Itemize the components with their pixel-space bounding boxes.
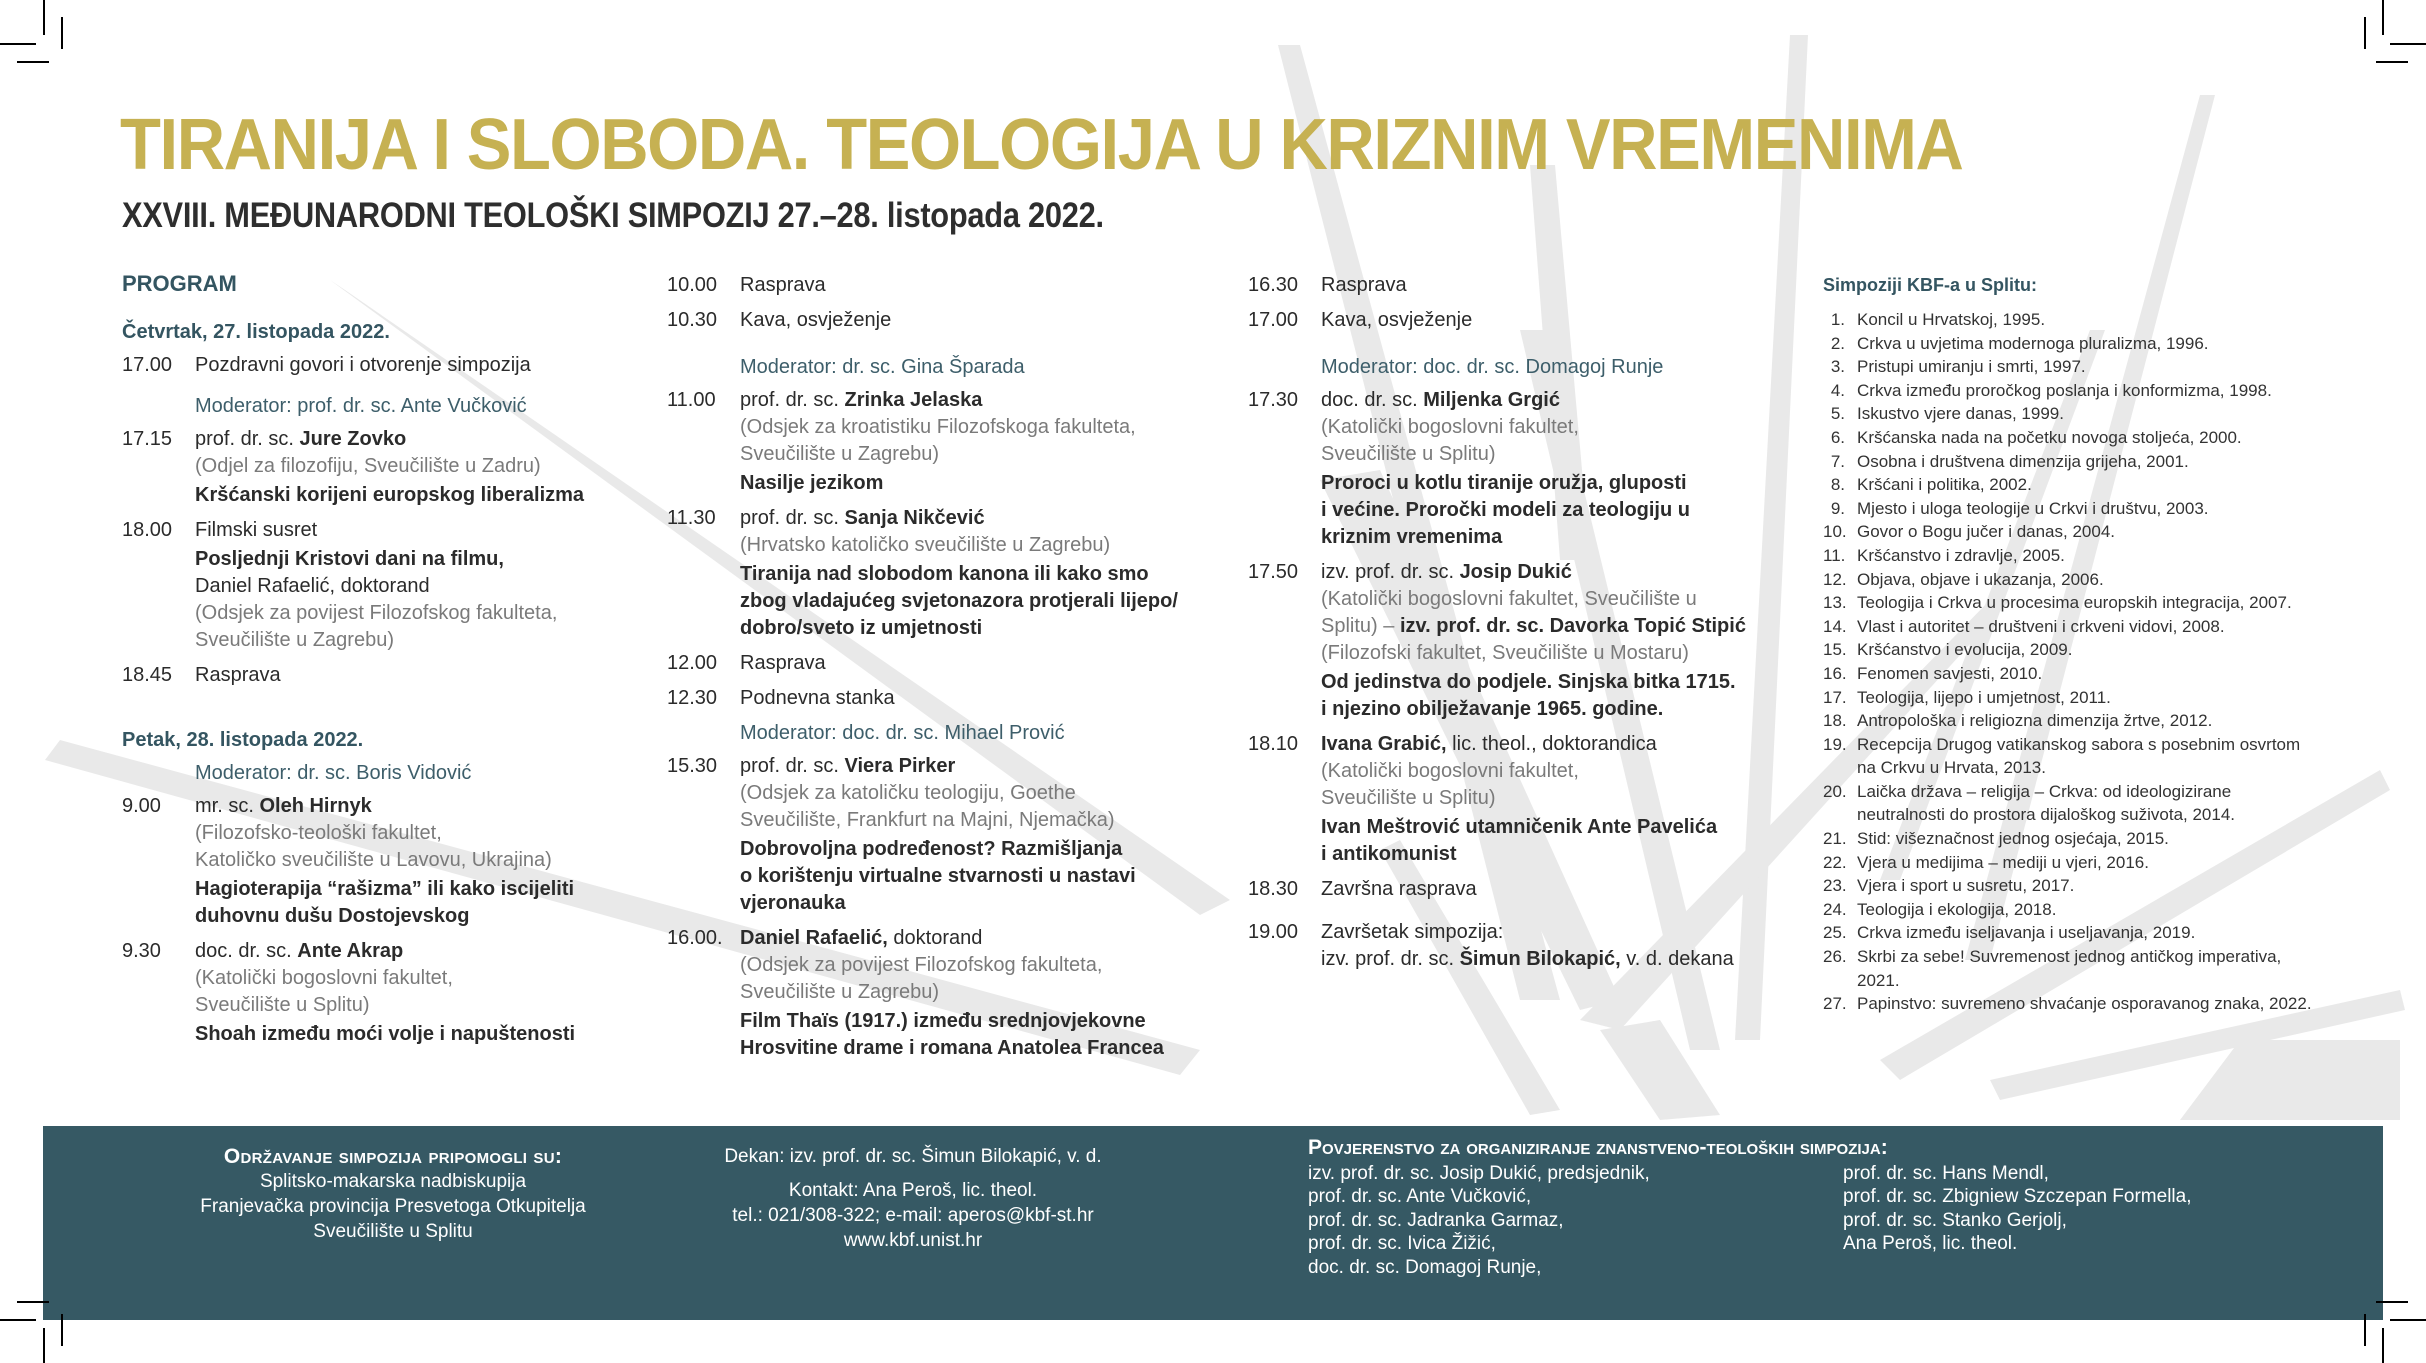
speaker-name: Ante Akrap: [297, 940, 404, 962]
speaker-affiliation: Sveučilište u Zagrebu): [740, 981, 939, 1003]
speaker-name: Daniel Rafaelić, doktorand: [195, 575, 430, 597]
page-title: TIRANIJA I SLOBODA. TEOLOGIJA U KRIZNIM VREMENIMA: [120, 105, 1963, 185]
speaker-name: Daniel Rafaelić,: [740, 927, 888, 949]
past-symposium-item: [1823, 568, 2323, 592]
speaker-name: Ivana Grabić,: [1321, 733, 1447, 755]
entry-time: 17.00: [1248, 309, 1299, 331]
crop-mark: [43, 1328, 45, 1363]
program-entry: [1248, 731, 1788, 868]
item-number: 18.: [1823, 711, 1847, 731]
entry-time: 12.00: [667, 652, 718, 674]
item-number: 16.: [1823, 663, 1847, 683]
day-heading-friday: Petak, 28. listopada 2022.: [122, 729, 364, 751]
committee-member: prof. dr. sc. Jadranka Garmaz,: [1308, 1209, 1564, 1231]
sponsors-block: [133, 1144, 653, 1244]
past-symposium-item: [1823, 450, 2323, 474]
past-symposium-item: [1823, 780, 2323, 827]
item-title: Kršćanstvo i zdravlje, 2005.: [1857, 545, 2065, 565]
speaker-name: izv. prof. dr. sc. Davorka Topić Stipić: [1399, 615, 1746, 637]
program-entry: [667, 685, 1207, 712]
speaker-title: prof. dr. sc.: [740, 755, 845, 777]
item-title: Kršćanstvo i evolucija, 2009.: [1857, 640, 2073, 660]
crop-mark: [17, 1301, 49, 1303]
item-title: Vjera i sport u susretu, 2017.: [1857, 876, 2075, 896]
program-entry: [667, 925, 1207, 1062]
entry-text: Završetak simpozija:: [1321, 921, 1504, 943]
speaker-title: doc. dr. sc.: [1321, 389, 1424, 411]
item-title: Govor o Bogu jučer i danas, 2004.: [1857, 522, 2115, 542]
past-symposium-item: [1823, 402, 2323, 426]
talk-title: Shoah između moći volje i napuštenosti: [195, 1023, 576, 1045]
speaker-affiliation: Sveučilište u Splitu): [1321, 443, 1496, 465]
speaker-affiliation: Splitu) –: [1321, 615, 1400, 637]
item-title: Papinstvo: suvremeno shvaćanje osporavanog znaka, 2022.: [1857, 994, 2312, 1014]
speaker-name: Miljenka Grgić: [1423, 389, 1560, 411]
website-link[interactable]: www.kbf.unist.hr: [843, 1230, 983, 1251]
entry-time: 16.00.: [667, 927, 723, 949]
item-title: Pristupi umiranju i smrti, 1997.: [1857, 357, 2086, 377]
talk-title: Dobrovoljna podređenost? Razmišljanja: [740, 838, 1123, 860]
sponsor-item: Franjevačka provincija Presvetoga Otkupitelja: [200, 1196, 586, 1217]
past-symposium-item: [1823, 851, 2323, 875]
item-number: 8.: [1830, 475, 1845, 495]
speaker-title: prof. dr. sc.: [740, 507, 845, 529]
item-number: 15.: [1823, 640, 1847, 660]
crop-mark: [43, 0, 45, 35]
item-title: Teologija i Crkva u procesima europskih integracija, 2007.: [1857, 593, 2292, 613]
item-title: Vjera u medijima – mediji u vjeri, 2016.: [1857, 852, 2149, 872]
item-number: 1.: [1830, 310, 1845, 329]
past-symposium-item: [1823, 308, 2323, 332]
committee-heading: Povjerenstvo za organiziranje znanstveno-teoloških simpozija:: [1308, 1136, 1888, 1159]
item-number: 26.: [1823, 947, 1847, 967]
contact-phone-email[interactable]: tel.: 021/308-322; e-mail: aperos@kbf-st.hr: [732, 1205, 1094, 1226]
talk-title: Hagioterapija “rašizma” ili kako iscijeliti: [195, 878, 575, 900]
program-entry: [122, 426, 642, 509]
entry-text: Završna rasprava: [1321, 878, 1477, 900]
speaker-affiliation: (Hrvatsko katoličko sveučilište u Zagrebu): [740, 534, 1111, 556]
speaker-name: Oleh Hirnyk: [259, 795, 372, 817]
program-entry: [667, 505, 1207, 642]
past-symposium-item: [1823, 921, 2323, 945]
item-number: 7.: [1830, 451, 1845, 471]
talk-title: Kršćanski korijeni europskog liberalizma: [195, 484, 585, 506]
day-heading-thursday: Četvrtak, 27. listopada 2022.: [122, 321, 390, 343]
moderator-label: Moderator: doc. dr. sc. Mihael Prović: [740, 722, 1065, 744]
item-number: 20.: [1823, 781, 1847, 801]
crop-mark: [0, 43, 36, 45]
crop-mark: [2376, 61, 2408, 63]
entry-time: 10.00: [667, 274, 718, 296]
item-number: 5.: [1830, 404, 1845, 424]
item-number: 22.: [1823, 852, 1847, 872]
past-symposium-item: [1823, 709, 2323, 733]
speaker-name: Zrinka Jelaska: [844, 389, 983, 411]
entry-text: Rasprava: [740, 274, 826, 296]
talk-title: i većine. Proročki modeli za teologiju u: [1321, 499, 1690, 521]
past-symposium-item: [1823, 874, 2323, 898]
item-number: 19.: [1823, 734, 1847, 754]
past-symposia-list: [1823, 272, 2323, 1016]
talk-title: zbog vladajućeg svjetonazora protjerali lijepo/: [740, 590, 1178, 612]
program-column-2: [667, 272, 1207, 1070]
entry-time: 19.00: [1248, 921, 1299, 943]
speaker-title: lic. theol., doktorandica: [1446, 733, 1657, 755]
item-number: 11.: [1823, 545, 1846, 565]
crop-mark: [2390, 1319, 2426, 1321]
talk-title: Posljednji Kristovi dani na filmu,: [195, 548, 504, 570]
entry-time: 18.10: [1248, 733, 1299, 755]
entry-time: 17.15: [122, 428, 173, 450]
entry-time: 11.00: [667, 389, 716, 411]
talk-title: Proroci u kotlu tiranije oružja, gluposti: [1321, 472, 1687, 494]
contact-person: Kontakt: Ana Peroš, lic. theol.: [788, 1180, 1038, 1201]
item-title: Kršćanska nada na početku novoga stoljeća, 2000.: [1857, 427, 2242, 447]
past-symposium-item: [1823, 827, 2323, 851]
program-entry: [667, 650, 1207, 677]
speaker-affiliation: Sveučilište, Frankfurt na Majni, Njemačka): [740, 809, 1115, 831]
entry-time: 17.30: [1248, 389, 1299, 411]
entry-time: 15.30: [667, 755, 718, 777]
sponsor-item: Sveučilište u Splitu: [313, 1221, 473, 1242]
committee-column-1: [1308, 1162, 1843, 1280]
item-title: Recepcija Drugog vatikanskog sabora s posebnim osvrtom na Crkvu u Hrvata, 2013.: [1857, 734, 2301, 778]
program-entry: [1248, 919, 1788, 973]
item-number: 21.: [1823, 829, 1847, 849]
item-number: 12.: [1823, 569, 1847, 589]
item-title: Antropološka i religiozna dimenzija žrtve, 2012.: [1857, 711, 2213, 731]
speaker-affiliation: Sveučilište u Splitu): [195, 994, 370, 1016]
talk-title: o korištenju virtualne stvarnosti u nastavi: [740, 865, 1136, 887]
item-title: Iskustvo vjere danas, 1999.: [1857, 404, 2064, 424]
entry-text: Podnevna stanka: [740, 687, 895, 709]
item-title: Crkva između iseljavanja i useljavanja, 2019.: [1857, 923, 2196, 943]
program-entry: [1248, 559, 1788, 723]
speaker-affiliation: (Odsjek za kroatistiku Filozofskoga fakulteta,: [740, 416, 1136, 438]
speaker-title: doktorand: [887, 927, 983, 949]
past-symposium-item: [1823, 473, 2323, 497]
program-entry: [667, 753, 1207, 917]
item-number: 14.: [1823, 616, 1847, 636]
item-number: 24.: [1823, 899, 1847, 919]
item-number: 10.: [1823, 522, 1847, 542]
speaker-affiliation: (Odsjek za katoličku teologiju, Goethe: [740, 782, 1076, 804]
past-symposium-item: [1823, 355, 2323, 379]
committee-member: izv. prof. dr. sc. Josip Dukić, predsjednik,: [1308, 1162, 1650, 1184]
speaker-affiliation: (Katolički bogoslovni fakultet,: [195, 967, 453, 989]
talk-title: i njezino obilježavanje 1965. godine.: [1321, 698, 1664, 720]
past-symposium-item: [1823, 332, 2323, 356]
speaker-role: v. d. dekana: [1620, 948, 1734, 970]
item-title: Koncil u Hrvatskoj, 1995.: [1857, 310, 2046, 329]
item-number: 13.: [1823, 593, 1847, 613]
item-number: 9.: [1830, 498, 1845, 518]
past-symposium-item: [1823, 945, 2323, 992]
item-title: Fenomen savjesti, 2010.: [1857, 663, 2043, 683]
moderator-label: Moderator: doc. dr. sc. Domagoj Runje: [1321, 356, 1664, 378]
past-symposium-item: [1823, 992, 2323, 1016]
past-symposium-item: [1823, 662, 2323, 686]
speaker-affiliation: Sveučilište u Zagrebu): [740, 443, 939, 465]
item-title: Stid: višeznačnost jednog osjećaja, 2015.: [1857, 829, 2169, 849]
entry-time: 17.00: [122, 354, 173, 376]
program-entry: [122, 793, 642, 930]
crop-mark: [2382, 0, 2384, 35]
entry-time: 17.50: [1248, 561, 1299, 583]
contact-block: [653, 1144, 1173, 1253]
entry-time: 18.45: [122, 664, 173, 686]
entry-time: 9.30: [122, 940, 161, 962]
entry-text: Rasprava: [1321, 274, 1407, 296]
past-symposium-item: [1823, 520, 2323, 544]
entry-time: 16.30: [1248, 274, 1299, 296]
program-entry: [667, 272, 1207, 299]
talk-title: Ivan Meštrović utamničenik Ante Pavelića: [1321, 816, 1718, 838]
item-title: Osobna i društvena dimenzija grijeha, 2001.: [1857, 451, 2189, 471]
program-entry: [122, 352, 642, 379]
sponsors-heading: Održavanje simpozija pripomogli su:: [223, 1145, 563, 1168]
program-heading: PROGRAM: [122, 271, 237, 296]
page-subtitle: XXVIII. MEĐUNARODNI TEOLOŠKI SIMPOZIJ 27.–28. listopada 2022.: [122, 196, 1104, 235]
item-number: 2.: [1830, 333, 1845, 353]
dean-line: Dekan: izv. prof. dr. sc. Šimun Bilokapić, v. d.: [724, 1146, 1102, 1167]
item-number: 23.: [1823, 876, 1847, 896]
committee-member: Ana Peroš, lic. theol.: [1843, 1233, 2018, 1254]
item-title: Crkva u uvjetima modernoga pluralizma, 1996.: [1857, 333, 2209, 353]
program-column-1: [122, 270, 642, 1056]
past-symposium-item: [1823, 686, 2323, 710]
crop-mark: [2376, 1301, 2408, 1303]
item-title: Skrbi za sebe! Suvremenost jednog antičkog imperativa, 2021.: [1857, 947, 2282, 990]
past-symposium-item: [1823, 615, 2323, 639]
speaker-affiliation: (Odsjek za povijest Filozofskog fakulteta,: [195, 602, 558, 624]
item-number: 3.: [1830, 357, 1845, 377]
talk-title: vjeronauka: [740, 892, 846, 914]
entry-time: 11.30: [667, 507, 716, 529]
item-title: Objava, objave i ukazanja, 2006.: [1857, 569, 2104, 589]
talk-title: Hrosvitine drame i romana Anatolea Francea: [740, 1037, 1164, 1059]
moderator-label: Moderator: dr. sc. Boris Vidović: [195, 762, 472, 784]
crop-mark: [2364, 17, 2366, 49]
past-symposium-item: [1823, 591, 2323, 615]
sponsor-item: Splitsko-makarska nadbiskupija: [259, 1171, 527, 1192]
program-entry: [122, 938, 642, 1048]
past-symposium-item: [1823, 544, 2323, 568]
item-title: Kršćani i politika, 2002.: [1857, 475, 2032, 495]
past-symposium-item: [1823, 638, 2323, 662]
crop-mark: [61, 17, 63, 49]
committee-member: prof. dr. sc. Ante Vučković,: [1308, 1186, 1532, 1207]
past-symposium-item: [1823, 379, 2323, 403]
item-title: Laička država – religija – Crkva: od ideologizirane neutralnosti do prostora dijaloškog suživota, 2014.: [1857, 781, 2236, 825]
item-number: 4.: [1830, 380, 1845, 400]
talk-title: Od jedinstva do podjele. Sinjska bitka 1715.: [1321, 671, 1736, 693]
item-number: 25.: [1823, 923, 1847, 943]
past-symposium-item: [1823, 497, 2323, 521]
speaker-affiliation: (Katolički bogoslovni fakultet, Sveučilište u: [1321, 588, 1697, 610]
program-entry: [1248, 387, 1788, 551]
entry-text: Rasprava: [740, 652, 826, 674]
speaker-title: doc. dr. sc.: [195, 940, 298, 962]
committee-member: prof. dr. sc. Zbigniew Szczepan Formella,: [1843, 1186, 2192, 1207]
talk-title: Film Thaïs (1917.) između srednjovjekovne: [740, 1010, 1146, 1032]
entry-text: Kava, osvježenje: [1321, 309, 1473, 331]
item-title: Vlast i autoritet – društveni i crkveni vidovi, 2008.: [1857, 616, 2225, 636]
crop-mark: [2390, 43, 2426, 45]
committee-member: prof. dr. sc. Hans Mendl,: [1843, 1162, 2049, 1184]
speaker-name: Šimun Bilokapić,: [1459, 948, 1621, 970]
speaker-name: Josip Dukić: [1459, 561, 1572, 583]
entry-time: 9.00: [122, 795, 161, 817]
speaker-affiliation: (Odsjek za povijest Filozofskog fakulteta,: [740, 954, 1103, 976]
speaker-affiliation: (Filozofsko-teološki fakultet,: [195, 822, 442, 844]
speaker-affiliation: Katoličko sveučilište u Lavovu, Ukrajina): [195, 849, 552, 871]
crop-mark: [2382, 1328, 2384, 1363]
item-title: Teologija, lijepo i umjetnost, 2011.: [1857, 687, 2111, 707]
speaker-title: prof. dr. sc.: [740, 389, 845, 411]
committee-member: prof. dr. sc. Ivica Žižić,: [1308, 1233, 1496, 1254]
talk-title: i antikomunist: [1321, 843, 1457, 865]
item-number: 17.: [1823, 687, 1847, 707]
entry-time: 12.30: [667, 687, 718, 709]
speaker-title: izv. prof. dr. sc.: [1321, 948, 1460, 970]
speaker-affiliation: Sveučilište u Zagrebu): [195, 629, 394, 651]
entry-text: Kava, osvježenje: [740, 309, 892, 331]
speaker-affiliation: (Filozofski fakultet, Sveučilište u Mostaru): [1321, 642, 1689, 664]
entry-text: Rasprava: [195, 664, 281, 686]
speaker-title: prof. dr. sc.: [195, 428, 300, 450]
entry-time: 18.30: [1248, 878, 1299, 900]
talk-title: Nasilje jezikom: [740, 472, 884, 494]
committee-block: [1308, 1136, 2368, 1279]
past-symposium-item: [1823, 733, 2323, 780]
moderator-label: Moderator: dr. sc. Gina Šparada: [740, 356, 1025, 378]
program-entry: [122, 662, 642, 689]
footer-band: [43, 1126, 2383, 1320]
speaker-title: mr. sc.: [195, 795, 260, 817]
program-entry: [1248, 876, 1788, 903]
committee-member: prof. dr. sc. Stanko Gerjolj,: [1843, 1209, 2067, 1231]
speaker-affiliation: Sveučilište u Splitu): [1321, 787, 1496, 809]
crop-mark: [17, 61, 49, 63]
entry-time: 18.00: [122, 519, 173, 541]
item-number: 6.: [1830, 427, 1845, 447]
past-symposium-item: [1823, 898, 2323, 922]
speaker-affiliation: (Katolički bogoslovni fakultet,: [1321, 760, 1579, 782]
crop-mark: [2364, 1314, 2366, 1346]
past-symposia-heading: Simpoziji KBF-a u Splitu:: [1823, 275, 2037, 295]
item-title: Mjesto i uloga teologije u Crkvi i društvu, 2003.: [1857, 498, 2209, 518]
crop-mark: [61, 1314, 63, 1346]
item-number: 27.: [1823, 994, 1847, 1014]
item-title: Teologija i ekologija, 2018.: [1857, 899, 2057, 919]
talk-title: kriznim vremenima: [1321, 526, 1503, 548]
speaker-name: Jure Zovko: [299, 428, 407, 450]
moderator-label: Moderator: prof. dr. sc. Ante Vučković: [195, 395, 527, 417]
speaker-affiliation: (Katolički bogoslovni fakultet,: [1321, 416, 1579, 438]
speaker-affiliation: (Odjel za filozofiju, Sveučilište u Zadru): [195, 455, 541, 477]
program-column-3: [1248, 272, 1788, 981]
talk-title: duhovnu dušu Dostojevskog: [195, 905, 470, 927]
committee-column-2: [1843, 1162, 2191, 1280]
entry-text: Filmski susret: [195, 519, 318, 541]
past-symposium-item: [1823, 426, 2323, 450]
speaker-name: Viera Pirker: [844, 755, 956, 777]
program-entry: [1248, 272, 1788, 299]
crop-mark: [0, 1319, 36, 1321]
program-entry: [122, 517, 642, 654]
program-entry: [667, 387, 1207, 497]
talk-title: dobro/sveto iz umjetnosti: [740, 617, 983, 639]
talk-title: Tiranija nad slobodom kanona ili kako smo: [740, 563, 1149, 585]
speaker-title: izv. prof. dr. sc.: [1321, 561, 1460, 583]
entry-time: 10.30: [667, 309, 718, 331]
program-entry: [1248, 307, 1788, 334]
entry-text: Pozdravni govori i otvorenje simpozija: [195, 354, 531, 376]
speaker-name: Sanja Nikčević: [844, 507, 985, 529]
committee-member: doc. dr. sc. Domagoj Runje,: [1308, 1256, 1542, 1278]
program-entry: [667, 307, 1207, 334]
item-title: Crkva između proročkog poslanja i konformizma, 1998.: [1857, 380, 2272, 400]
